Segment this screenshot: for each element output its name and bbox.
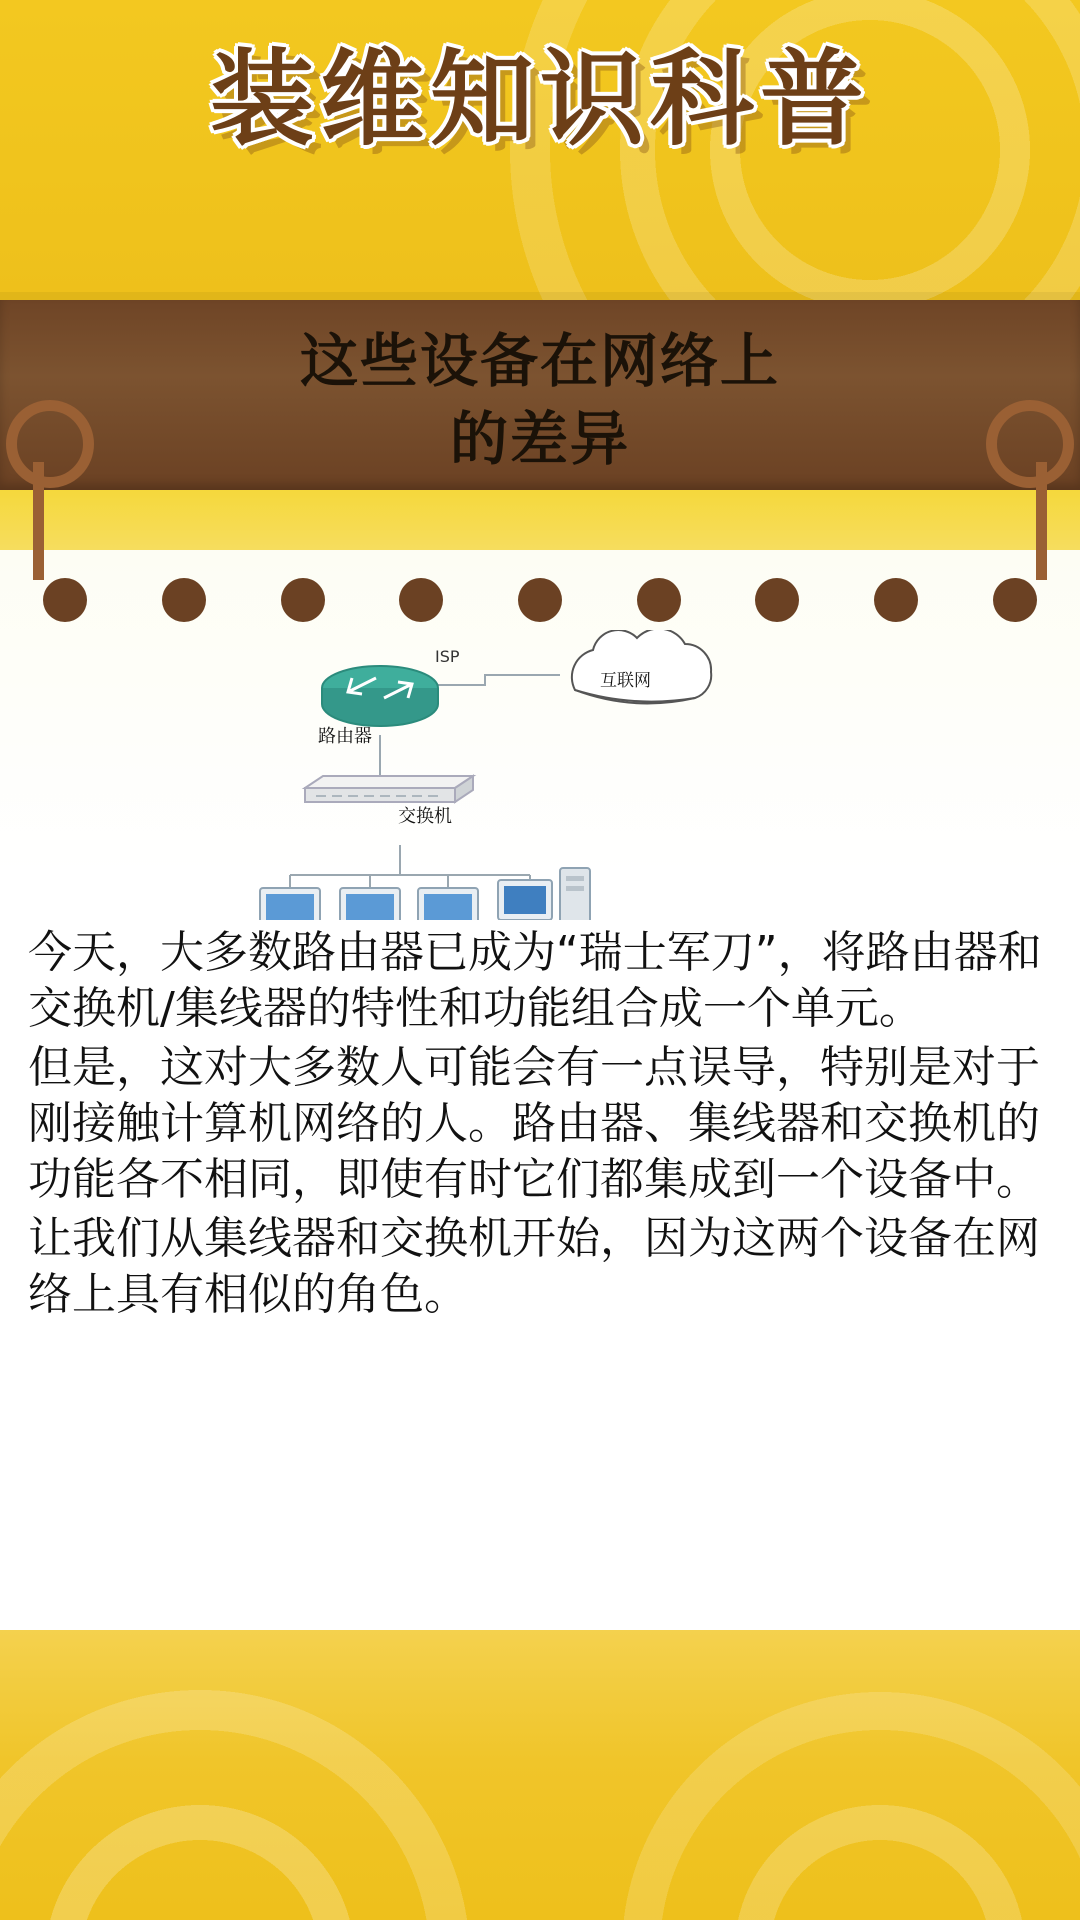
dot-icon (637, 578, 681, 622)
pin-left-icon (6, 400, 94, 488)
dot-icon (43, 578, 87, 622)
computer-icon (340, 888, 400, 920)
computer-icon (260, 888, 320, 920)
dot-icon (162, 578, 206, 622)
dot-icon (993, 578, 1037, 622)
accent-strip (0, 490, 1080, 550)
dot-icon (399, 578, 443, 622)
dot-icon (281, 578, 325, 622)
subtitle-line-1: 这些设备在网络上 (299, 327, 780, 395)
paragraph: 今天，大多数路由器已成为“瑞士军刀”，将路由器和交换机/集线器的特性和功能组合成一个单元。 (28, 927, 1042, 1035)
header-band (0, 0, 1080, 300)
dot-icon (874, 578, 918, 622)
network-diagram (230, 630, 850, 920)
content-card (0, 550, 1080, 1630)
article-body (28, 925, 1056, 1325)
dot-icon (518, 578, 562, 622)
subtitle-bar (0, 300, 1080, 490)
switch-icon (305, 776, 473, 802)
diagram-label-switch: 交换机 (398, 806, 452, 827)
subtitle-line-2: 的差异 (449, 405, 630, 474)
subtitle-text (0, 322, 1080, 479)
footer-band (0, 1630, 1080, 1920)
paragraph: 但是，这对大多数人可能会有一点误导，特别是对于刚接触计算机网络的人。路由器、集线器和交换机的功能各不相同，即使有时它们都集成到一个设备中。 (28, 1041, 1040, 1206)
dot-row-decoration (0, 576, 1080, 624)
computer-icon (418, 888, 478, 920)
cloud-icon (572, 630, 711, 703)
router-icon (322, 666, 438, 726)
diagram-label-router: 路由器 (318, 726, 372, 747)
paragraph: 让我们从集线器和交换机开始，因为这两个设备在网络上具有相似的角色。 (28, 1212, 1040, 1320)
page-title: 装维知识科普 (209, 38, 870, 160)
diagram-label-internet: 互联网 (600, 671, 651, 691)
dot-icon (755, 578, 799, 622)
pin-right-icon (986, 400, 1074, 488)
diagram-label-isp: ISP (435, 647, 460, 666)
